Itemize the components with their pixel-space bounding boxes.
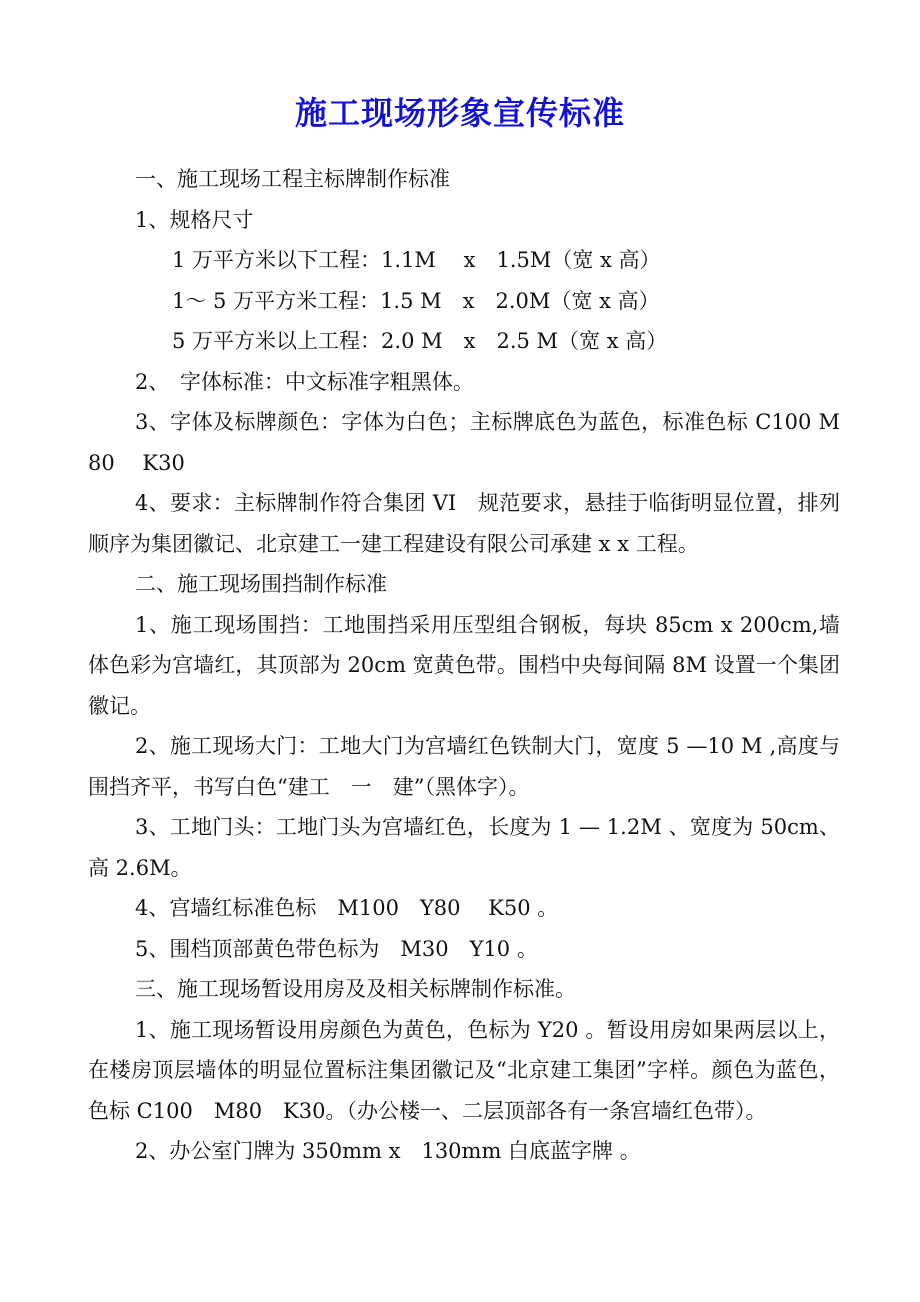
spec-item-under-1: 1 万平方米以下工程：1.1M x 1.5M（宽 x 高） xyxy=(172,248,661,272)
paragraph-hoarding: 1、施工现场围挡：工地围挡采用压型组合钢板，每块 85cm x 200cm,墙体色彩为宫墙红，其顶部为 20cm 宽黄色带。围档中央每间隔 8M 设置一个集团徽记。 xyxy=(88,612,840,718)
paragraph-sign-color: 3、字体及标牌颜色：字体为白色；主标牌底色为蓝色，标准色标 C100 M80 K30 xyxy=(88,410,840,475)
paragraph-spec-size: 1、规格尺寸 xyxy=(135,207,254,232)
spec-item-over-5: 5 万平方米以上工程：2.0 M x 2.5 M（宽 x 高） xyxy=(172,329,668,353)
paragraph-gate-header: 3、工地门头：工地门头为宫墙红色，长度为 1 — 1.2M 、宽度为 50cm、高 2.6M。 xyxy=(88,815,840,880)
page-title: 施工现场形象宣传标准 xyxy=(294,94,625,132)
paragraph-gate: 2、施工现场大门：工地大门为宫墙红色铁制大门，宽度 5 —10 M ,高度与围挡齐平，书写白色“建工 一 建”（黑体字）。 xyxy=(88,734,840,799)
paragraph-requirements: 4、要求：主标牌制作符合集团 VI 规范要求，悬挂于临街明显位置，排列顺序为集团徽记、北京建工一建工程建设有限公司承建 x x 工程。 xyxy=(88,491,840,556)
paragraph-door-plate: 2、办公室门牌为 350mm x 130mm 白底蓝字牌 。 xyxy=(135,1139,641,1163)
section-heading-1: 一、施工现场工程主标牌制作标准 xyxy=(135,167,450,191)
paragraph-font-standard: 2、 字体标准：中文标准字粗黑体。 xyxy=(135,369,474,394)
section-heading-2: 二、施工现场围挡制作标准 xyxy=(135,572,387,596)
paragraph-temporary-housing: 1、施工现场暂设用房颜色为黄色，色标为 Y20 。暂设用房如果两层以上，在楼房顶层墙体的明显位置标注集团徽记及“北京建工集团”字样。颜色为蓝色，色标 C100 M80 K30。（办公楼一、二层顶部各有一条宫墙红色带）。 xyxy=(88,1017,840,1123)
section-heading-3: 三、施工现场暂设用房及及相关标牌制作标准。 xyxy=(135,977,576,1001)
spec-item-1-to-5: 1～ 5 万平方米工程：1.5 M x 2.0M（宽 x 高） xyxy=(172,288,660,313)
paragraph-yellow-band-code: 5、围档顶部黄色带色标为 M30 Y10 。 xyxy=(135,936,538,961)
paragraph-red-color-code: 4、宫墙红标准色标 M100 Y80 K50 。 xyxy=(135,896,559,920)
document-body xyxy=(88,159,840,1172)
